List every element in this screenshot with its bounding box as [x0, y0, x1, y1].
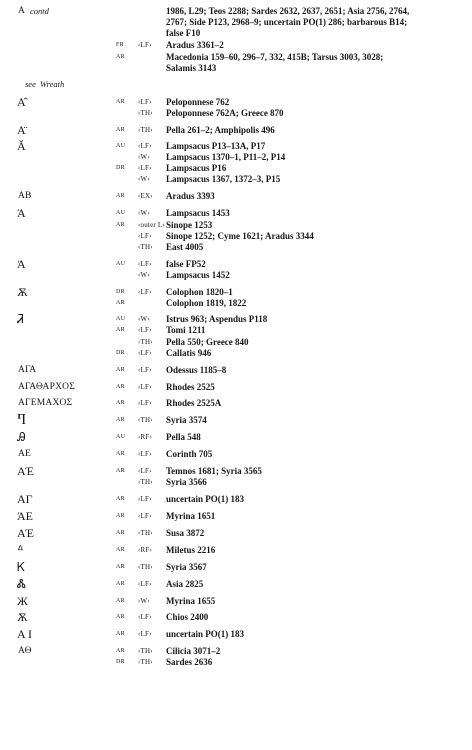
monogram-cell: ΆΕ: [17, 510, 33, 522]
position-tag: ‹LF›: [138, 580, 152, 588]
metal-code: DR: [116, 165, 125, 171]
reference-list: Chios 2400: [166, 612, 209, 622]
metal-code: FR: [116, 42, 124, 48]
index-entry-row: [0, 628, 472, 640]
index-entry-row: [0, 207, 472, 219]
index-entry-row: [0, 476, 472, 488]
position-tag: ‹TH›: [138, 529, 153, 537]
reference-list: Peloponnese 762A; Greece 870: [166, 108, 284, 118]
metal-code: AR: [116, 327, 125, 333]
reference-list: Lampsacus 1367, 1372–3, P15: [166, 174, 281, 184]
metal-code: AU: [116, 434, 126, 440]
position-tag: ‹LF›: [138, 613, 152, 621]
metal-code: AR: [116, 468, 125, 474]
index-entry-row: [0, 124, 472, 136]
monogram-note: contd: [30, 6, 49, 16]
index-entry-row: [0, 544, 472, 556]
metal-code: DR: [116, 350, 125, 356]
position-tag: ‹LF›: [138, 349, 152, 357]
metal-code: AU: [116, 316, 126, 322]
position-tag: ‹W›: [138, 315, 150, 323]
reference-list: Lampsacus 1453: [166, 208, 230, 218]
reference-list: Syria 3567: [166, 562, 207, 572]
metal-code: AR: [116, 631, 125, 637]
index-entry-row: [0, 448, 472, 460]
monogram-cell: ΑΓΕΜΑΧΟΣ: [18, 398, 73, 408]
monogram-cell: Ἀ: [17, 258, 26, 270]
reference-list: Odessus 1185–8: [166, 365, 227, 375]
reference-list: Myrina 1651: [166, 511, 216, 521]
metal-code: AR: [116, 417, 125, 423]
monogram-cell: Ꮨ: [17, 313, 24, 325]
reference-list: Callatis 946: [166, 348, 212, 358]
index-entry-row: [0, 561, 472, 573]
reference-list: Pella 261–2; Amphipolis 496: [166, 125, 275, 135]
reference-list: Sinope 1252; Cyme 1621; Aradus 3344: [166, 231, 314, 241]
metal-code: AU: [116, 210, 126, 216]
metal-code: AR: [116, 496, 125, 502]
metal-code: AR: [116, 530, 125, 536]
index-entry-row: [0, 431, 472, 443]
reference-list: Aradus 3361–2: [166, 40, 224, 50]
index-entry-row: [0, 297, 472, 309]
metal-code: AR: [116, 384, 125, 390]
reference-list: uncertain PO(1) 183: [166, 629, 244, 639]
index-entry-row: [0, 269, 472, 281]
index-entry-row: [0, 493, 472, 505]
position-tag: ‹TH›: [138, 658, 153, 666]
metal-code: AR: [116, 222, 125, 228]
index-entry-row: [0, 656, 472, 668]
reference-list: 1986, L29; Teos 2288; Sardes 2632, 2637, 2651; Asia 2756, 2764,: [166, 6, 410, 16]
monogram-cell: Ѫ: [17, 611, 28, 623]
position-tag: ‹RF›: [138, 433, 153, 441]
reference-list: Colophon 1819, 1822: [166, 298, 247, 308]
index-entry-row: [0, 347, 472, 359]
reference-list: East 4005: [166, 242, 204, 252]
metal-code: AR: [116, 581, 125, 587]
reference-list: Sinope 1253: [166, 220, 213, 230]
position-tag: ‹TH›: [138, 647, 153, 655]
metal-code: AR: [116, 648, 125, 654]
metal-code: AU: [116, 261, 126, 267]
position-tag: ‹LF›: [138, 495, 152, 503]
metal-code: AR: [116, 614, 125, 620]
metal-code: AR: [116, 451, 125, 457]
index-entry-row: [0, 397, 472, 409]
metal-code: AR: [116, 99, 125, 105]
position-tag: ‹TH›: [138, 478, 153, 486]
metal-code: AU: [116, 143, 126, 149]
reference-list: Rhodes 2525: [166, 382, 215, 392]
position-tag: ‹LF›: [138, 232, 152, 240]
reference-list: Macedonia 159–60, 296–7, 332, 415B; Tarsus 3003, 3028;: [166, 52, 384, 62]
monogram-note: Wreath: [40, 79, 65, 89]
position-tag: ‹LF›: [138, 630, 152, 638]
monogram-cell: Ꭿ: [17, 431, 26, 443]
index-entry-row: [0, 578, 472, 590]
reference-list: Istrus 963; Aspendus P118: [166, 314, 268, 324]
reference-list: false FP52: [166, 259, 206, 269]
reference-list: 2767; Side P123, 2968–9; uncertain PO(1) 286; barbarous B14;: [166, 17, 408, 27]
metal-code: AR: [116, 564, 125, 570]
monogram-cell: ΑΈ: [17, 527, 34, 539]
index-entry-row: [0, 241, 472, 253]
position-tag: ‹LF›: [138, 98, 152, 106]
reference-list: Lampsacus P13–13A, P17: [166, 141, 266, 151]
reference-list: Colophon 1820–1: [166, 287, 233, 297]
index-entry-row: [0, 414, 472, 426]
index-entry-row: [0, 190, 472, 202]
position-tag: ‹LF›: [138, 399, 152, 407]
position-tag: ‹LF›: [138, 260, 152, 268]
reference-list: Miletus 2216: [166, 545, 216, 555]
monogram-cell: ΑΓ: [17, 493, 33, 505]
position-tag: ‹TH›: [138, 563, 153, 571]
metal-code: AR: [116, 400, 125, 406]
monogram-cell: AB: [18, 191, 32, 201]
reference-list: Salamis 3143: [166, 63, 217, 73]
reference-list: Pella 550; Greece 840: [166, 337, 249, 347]
reference-list: Lampsacus P16: [166, 163, 227, 173]
reference-list: Tomi 1211: [166, 325, 206, 335]
index-entry-row: [0, 62, 472, 74]
index-entry-row: [0, 324, 472, 336]
position-tag: ‹LF›: [138, 164, 152, 172]
index-entry-row: [0, 78, 472, 90]
position-tag: ‹W›: [138, 153, 150, 161]
metal-code: AR: [116, 547, 125, 553]
position-tag: ‹TH›: [138, 416, 153, 424]
position-tag: ‹LF›: [138, 467, 152, 475]
metal-code: AR: [116, 300, 125, 306]
position-tag: ‹TH›: [138, 109, 153, 117]
monogram-cell: ΑΈ: [17, 465, 34, 477]
reference-list: Myrina 1655: [166, 596, 216, 606]
reference-list: Syria 3566: [166, 477, 207, 487]
reference-list: Peloponnese 762: [166, 97, 230, 107]
reference-list: Sardes 2636: [166, 657, 213, 667]
monogram-cell: ΑΓΑΘΑΡΧΟΣ: [18, 382, 75, 392]
position-tag: ‹LF›: [138, 326, 152, 334]
position-tag: ‹W›: [138, 175, 150, 183]
index-entry-row: [0, 173, 472, 185]
reference-list: Asia 2825: [166, 579, 204, 589]
reference-list: uncertain PO(1) 183: [166, 494, 244, 504]
position-tag: ‹LF›: [138, 512, 152, 520]
position-tag: ‹LF›: [138, 41, 152, 49]
monogram-cell: Ᾰ: [17, 140, 26, 152]
reference-list: Aradus 3393: [166, 191, 215, 201]
position-tag: ‹TH›: [138, 338, 153, 346]
reference-list: Rhodes 2525A: [166, 398, 222, 408]
position-tag: ‹LF›: [138, 383, 152, 391]
metal-code: AR: [116, 127, 125, 133]
index-entry-row: [0, 595, 472, 607]
position-tag: ‹TH›: [138, 243, 153, 251]
reference-list: Susa 3872: [166, 528, 205, 538]
reference-list: Syria 3574: [166, 415, 207, 425]
metal-code: DR: [116, 659, 125, 665]
index-entry-row: [0, 107, 472, 119]
metal-code: AR: [116, 54, 125, 60]
index-entry-row: [0, 611, 472, 623]
monogram-cell: Ж: [17, 595, 28, 607]
metal-code: AR: [116, 193, 125, 199]
reference-list: Lampsacus 1452: [166, 270, 230, 280]
position-tag: ‹outer L›: [138, 221, 165, 229]
monogram-cell: Α Ι: [17, 628, 32, 640]
monogram-cell: Ⴄ: [17, 414, 26, 426]
index-entry-row: [0, 510, 472, 522]
monogram-cell: Ѫ: [17, 286, 28, 298]
metal-code: AR: [116, 598, 125, 604]
monogram-cell: Α̈: [17, 124, 26, 136]
position-tag: ‹LF›: [138, 288, 152, 296]
monogram-cell: Ꮶ: [17, 561, 26, 573]
monogram-cell: ᐞ: [17, 544, 24, 556]
index-entry-row: [0, 527, 472, 539]
position-tag: ‹LF›: [138, 366, 152, 374]
index-entry-row: [0, 364, 472, 376]
monogram-cell: A: [18, 6, 26, 16]
index-entry-row: [0, 381, 472, 393]
monogram-cell: Α̂: [17, 96, 26, 108]
position-tag: ‹EX›: [138, 192, 153, 200]
reference-list: Pella 548: [166, 432, 201, 442]
monogram-cell: ΑΘ: [18, 646, 32, 656]
position-tag: ‹RF›: [138, 546, 153, 554]
reference-list: Corinth 705: [166, 449, 213, 459]
index-entry-row: [0, 39, 472, 51]
monogram-cell: ΑΕ: [18, 449, 32, 459]
monogram-cell: Ά: [17, 207, 26, 219]
position-tag: ‹LF›: [138, 450, 152, 458]
index-entry-row: [0, 27, 472, 39]
reference-list: Temnos 1681; Syria 3565: [166, 466, 262, 476]
position-tag: ‹TH›: [138, 126, 153, 134]
monogram-cell: ΑΓΑ: [18, 365, 37, 375]
reference-list: Cilicia 3071–2: [166, 646, 221, 656]
position-tag: ‹LF›: [138, 142, 152, 150]
reference-list: false F10: [166, 28, 201, 38]
metal-code: DR: [116, 289, 125, 295]
metal-code: AR: [116, 367, 125, 373]
monogram-cell: see: [25, 79, 36, 89]
position-tag: ‹W›: [138, 597, 150, 605]
position-tag: ‹W›: [138, 271, 150, 279]
reference-list: Lampsacus 1370–1, P11–2, P14: [166, 152, 286, 162]
metal-code: AR: [116, 513, 125, 519]
position-tag: ‹W›: [138, 209, 150, 217]
monogram-cell: Ꮬ: [17, 578, 27, 590]
